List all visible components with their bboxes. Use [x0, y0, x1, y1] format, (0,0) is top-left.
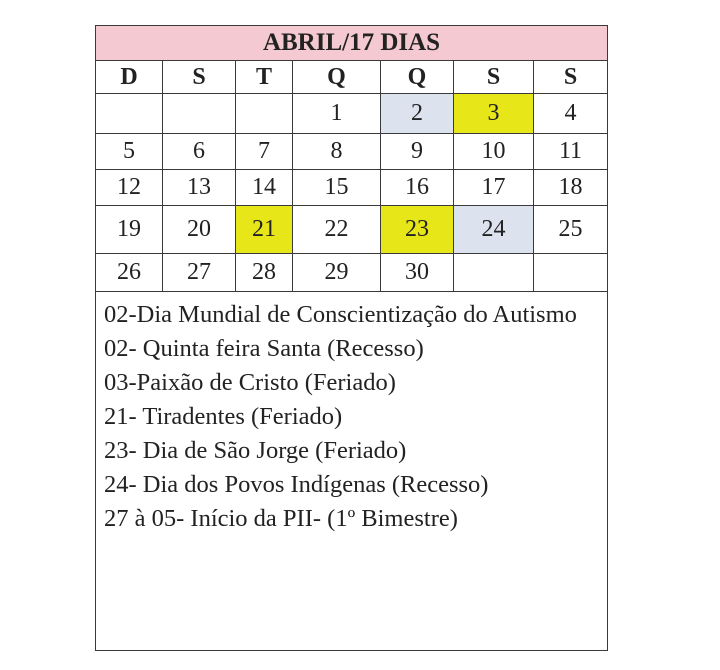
day-cell [163, 94, 236, 134]
note-item: 21- Tiradentes (Feriado) [104, 403, 343, 430]
week-row-4 [96, 206, 608, 254]
note-item: 03-Paixão de Cristo (Feriado) [104, 369, 396, 396]
day-cell [454, 254, 534, 292]
calendar-table [95, 25, 608, 651]
note-item: 27 à 05- Início da PII- (1º Bimestre) [104, 505, 458, 532]
note-item: 24- Dia dos Povos Indígenas (Recesso) [104, 471, 489, 498]
day-cell: 5 [96, 134, 163, 170]
weekday-friday: S [454, 61, 534, 94]
day-cell: 25 [534, 206, 608, 254]
day-cell: 22 [293, 206, 381, 254]
day-cell: 2 [381, 94, 454, 134]
day-cell: 8 [293, 134, 381, 170]
week-row-3 [96, 170, 608, 206]
day-cell: 26 [96, 254, 163, 292]
day-cell: 17 [454, 170, 534, 206]
notes-panel [96, 292, 608, 651]
day-cell: 4 [534, 94, 608, 134]
day-cell: 21 [236, 206, 293, 254]
week-row-2 [96, 134, 608, 170]
day-cell: 14 [236, 170, 293, 206]
day-cell: 12 [96, 170, 163, 206]
weekday-header-row [96, 61, 608, 94]
note-item: 23- Dia de São Jorge (Feriado) [104, 437, 407, 464]
day-cell [236, 94, 293, 134]
day-cell [534, 254, 608, 292]
day-cell: 29 [293, 254, 381, 292]
note-item: 02-Dia Mundial de Conscientização do Autismo [104, 301, 577, 328]
weekday-saturday: S [534, 61, 608, 94]
day-cell: 30 [381, 254, 454, 292]
day-cell: 16 [381, 170, 454, 206]
day-cell: 6 [163, 134, 236, 170]
day-cell: 10 [454, 134, 534, 170]
day-cell: 27 [163, 254, 236, 292]
day-cell: 18 [534, 170, 608, 206]
day-cell: 24 [454, 206, 534, 254]
week-row-1 [96, 94, 608, 134]
day-cell: 23 [381, 206, 454, 254]
day-cell: 28 [236, 254, 293, 292]
weekday-tuesday: T [236, 61, 293, 94]
day-cell: 15 [293, 170, 381, 206]
week-row-5 [96, 254, 608, 292]
note-item: 02- Quinta feira Santa (Recesso) [104, 335, 424, 362]
day-cell: 1 [293, 94, 381, 134]
day-cell: 11 [534, 134, 608, 170]
weekday-sunday: D [96, 61, 163, 94]
day-cell: 19 [96, 206, 163, 254]
month-title: ABRIL/17 DIAS [96, 26, 608, 61]
day-cell: 7 [236, 134, 293, 170]
day-cell: 9 [381, 134, 454, 170]
day-cell: 3 [454, 94, 534, 134]
day-cell [96, 94, 163, 134]
weekday-wednesday: Q [293, 61, 381, 94]
weekday-thursday: Q [381, 61, 454, 94]
day-cell: 20 [163, 206, 236, 254]
weekday-monday: S [163, 61, 236, 94]
day-cell: 13 [163, 170, 236, 206]
